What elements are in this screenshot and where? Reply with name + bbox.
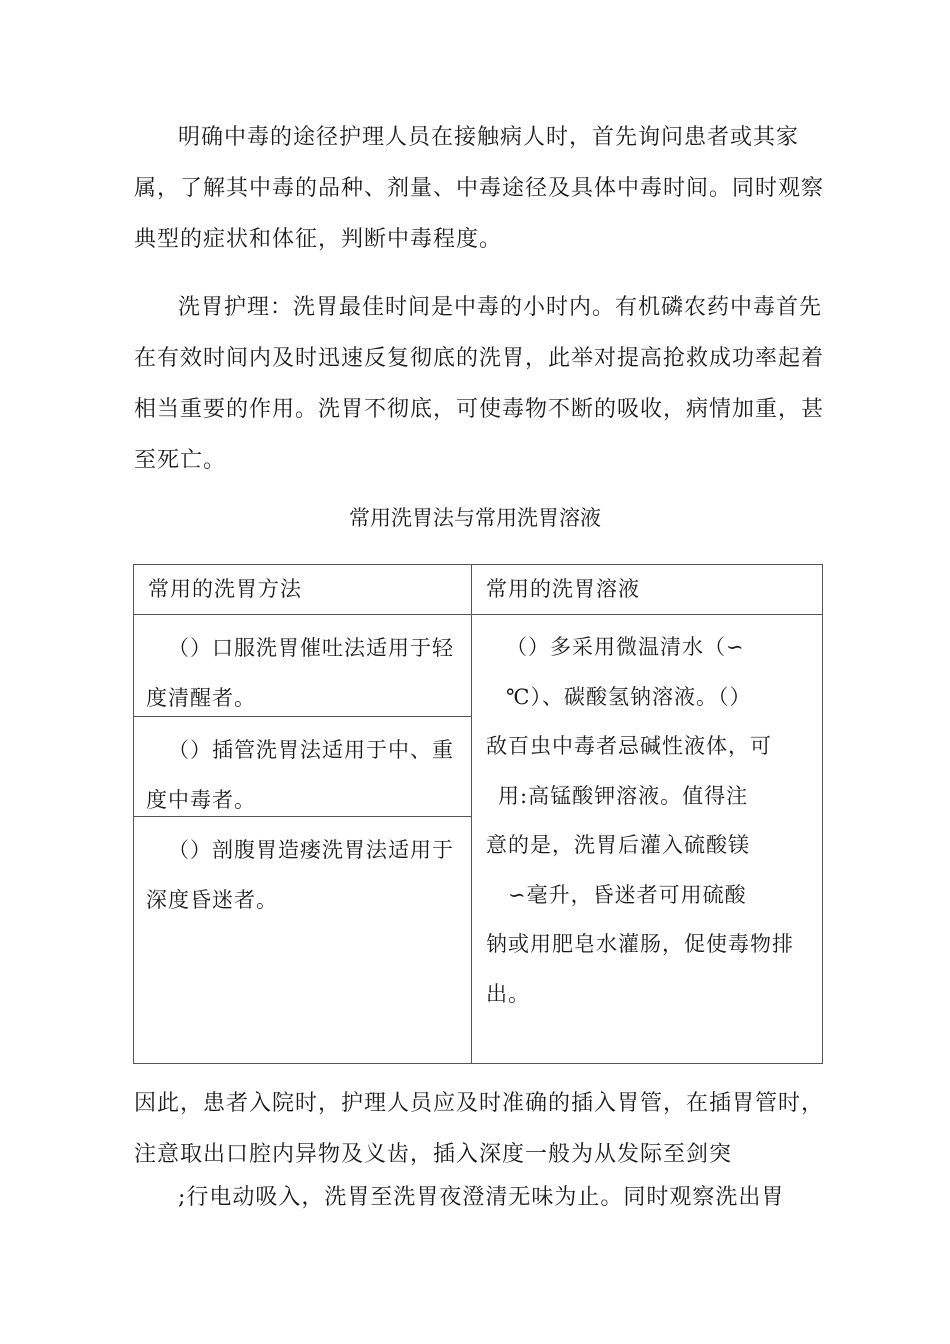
solution-line: （）多采用微温清水（∽ [506,635,745,659]
paragraph-suction: ;行电动吸入，洗胃至洗胃夜澄清无味为止。同时观察洗出胃 [178,1185,785,1210]
paragraph-gastric-lavage: 洗胃护理：洗胃最佳时间是中毒的小时内。有机磷农药中毒首先在有效时间内及时迅速反复彻底的洗胃，此举对提高抢救成功率起着相当重要的作用。洗胃不彻底，可使毒物不断的吸收，病情加重，甚至死亡。 [134,295,825,473]
method-oral-emesis: （）口服洗胃催吐法适用于轻度清醒者。 [146,636,454,710]
solution-line: 敌百虫中毒者忌碱性液体，可 [486,734,772,758]
solution-line: 意的是，洗胃后灌入硫酸镁 [486,833,750,857]
solution-line: 用:高锰酸钾溶液。值得注 [498,783,749,808]
paragraph-line: 注意取出口腔内异物及义齿，插入深度一般为从发际至剑突 [134,1142,733,1167]
table-column-divider [471,565,472,1063]
table-caption: 常用洗胃法与常用洗胃溶液 [349,506,601,530]
solution-line: ∽毫升，昏迷者可用硫酸 [508,882,747,907]
table-header-divider [134,614,822,615]
solution-line: ℃）、碳酸氢钠溶液。（） [506,684,752,709]
solution-line: 钠或用肥皂水灌肠，促使毒物排 [486,932,794,956]
paragraph-tube-insertion [134,1078,824,1180]
table-header-methods: 常用的洗胃方法 [148,577,302,601]
solution-cell [486,623,816,1019]
paragraph-line: 因此，患者入院时，护理人员应及时准确的插入胃管，在插胃管时， [134,1091,825,1116]
method-gastrostomy-lavage: （）剖腹胃造瘘洗胃法适用于深度昏迷者。 [146,838,454,912]
paragraph-poisoning-route: 明确中毒的途径护理人员在接触病人时，首先询问患者或其家属，了解其中毒的品种、剂量、中毒途径及具体中毒时间。同时观察典型的症状和体征，判断中毒程度。 [134,125,825,252]
lavage-table [133,564,823,1064]
table-header-solutions: 常用的洗胃溶液 [486,577,640,601]
method-tube-lavage: （）插管洗胃法适用于中、重度中毒者。 [146,738,454,812]
solution-line: 出。 [486,981,530,1006]
